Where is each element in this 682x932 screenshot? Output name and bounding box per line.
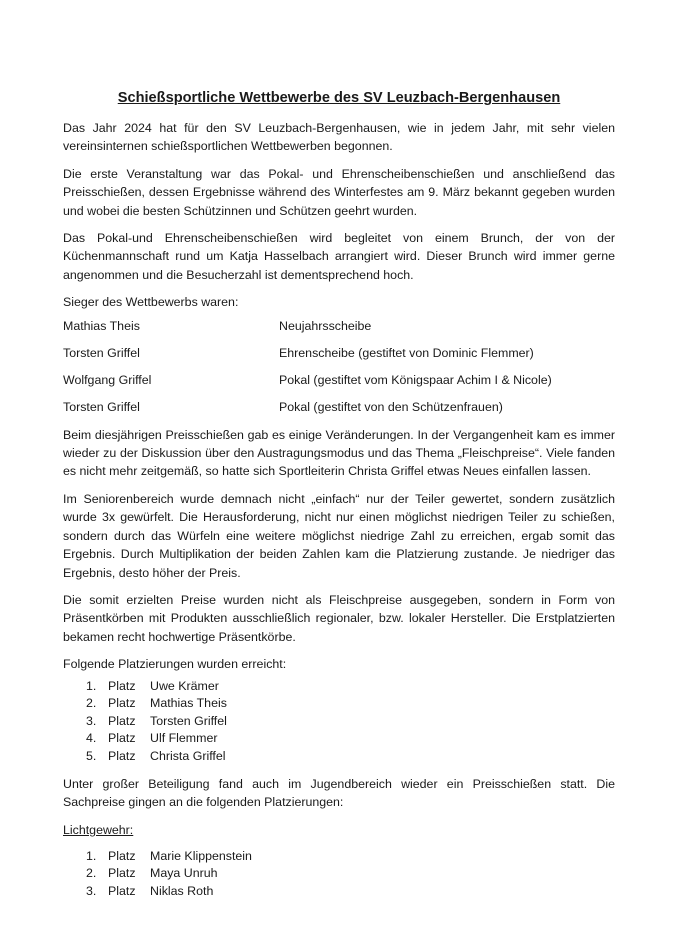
winner-row [63,398,615,420]
rank-number: 3. [86,883,97,898]
paragraph-intro: Das Jahr 2024 hat für den SV Leuzbach-Bergenhausen, wie in jedem Jahr, mit sehr vielen vereinsinternen schießsportlichen Wettbewerben begonnen. [63,121,615,154]
ranking-row [86,695,615,713]
rank-word: Platz [108,678,136,693]
youth-subheading: Lichtgewehr: [63,823,134,838]
paragraph-ranking-intro: Folgende Platzierungen wurden erreicht: [63,657,287,672]
ranking-row [86,678,615,696]
winner-name: Mathias Theis [63,318,140,333]
document-page [63,88,615,910]
rank-word: Platz [108,848,136,863]
paragraph-first-event: Die erste Veranstaltung war das Pokal- und Ehrenscheibenschießen und anschließend das Preisschießen, dessen Ergebnisse während des Winterfestes am 9. März bekannt gegeben wurden und wobei die besten Schützinnen und Schützen geehrt wurden. [63,166,615,218]
winner-prize: Neujahrsscheibe [279,318,372,333]
paragraph-prizes: Die somit erzielten Preise wurden nicht als Fleischpreise ausgegeben, sondern in Form von Präsentkörben mit Produkten ausschließlich regionaler, bzw. lokaler Hersteller. Die Erstplatzierten bekamen recht hochwertige Präsentkörbe. [63,592,615,644]
paragraph-senior-mode: Im Seniorenbereich wurde demnach nicht „einfach“ nur der Teiler gewertet, sondern zusätzlich wurde 3x gewürfelt. Die Herausforderung, nicht nur einen möglichst niedrigen Teiler zu schießen, sondern durch das Würfeln eine weitere möglichst niedrige Zahl zu erreichen, ergab somit das Ergebnis. Durch Multiplikation der beiden Zahlen kam die Platzierung zustande. Je niedriger das Ergebnis, desto höher der Preis. [63,491,615,580]
rank-number: 2. [86,696,97,711]
rank-word: Platz [108,748,136,763]
rank-number: 2. [86,866,97,881]
ranking-row [86,713,615,731]
winner-name: Wolfgang Griffel [63,372,152,387]
rank-number: 1. [86,678,97,693]
rank-word: Platz [108,696,136,711]
document-title: Schießsportliche Wettbewerbe des SV Leuzbach-Bergenhausen [117,90,561,106]
winner-prize: Pokal (gestiftet von den Schützenfrauen) [279,399,503,414]
winners-list [63,317,615,420]
rank-word: Platz [108,883,136,898]
rank-number: 5. [86,748,97,763]
rank-word: Platz [108,866,136,881]
rank-name: Niklas Roth [150,883,214,898]
paragraph-youth: Unter großer Beteiligung fand auch im Jugendbereich wieder ein Preisschießen statt. Die Sachpreise gingen an die folgenden Platzierungen: [63,776,615,809]
paragraph-winners-intro: Sieger des Wettbewerbs waren: [63,295,239,310]
youth-ranking-list [86,848,615,901]
winner-prize: Pokal (gestiftet vom Königspaar Achim I & Nicole) [279,372,552,387]
rank-word: Platz [108,731,136,746]
paragraph-changes: Beim diesjährigen Preisschießen gab es einige Veränderungen. In der Vergangenheit kam es immer wieder zu der Diskussion über den Austragungsmodus und das Thema „Fleischpreise“. Viele fanden es nicht mehr zeitgemäß, so hatte sich Sportleiterin Christa Griffel etwas Neues einfallen lassen. [63,427,615,479]
ranking-row [86,865,615,883]
ranking-row [86,748,615,766]
winner-name: Torsten Griffel [63,345,140,360]
winner-prize: Ehrenscheibe (gestiftet von Dominic Flemmer) [279,345,534,360]
winner-row [63,371,615,398]
winner-row [63,317,615,344]
rank-number: 4. [86,731,97,746]
ranking-row [86,730,615,748]
ranking-row [86,883,615,901]
rank-name: Christa Griffel [150,748,226,763]
winner-row [63,344,615,371]
paragraph-brunch: Das Pokal-und Ehrenscheibenschießen wird begleitet von einem Brunch, der von der Küchenmannschaft rund um Katja Hasselbach arrangiert wird. Dieser Brunch wird immer gerne angenommen und die Besucherzahl ist dementsprechend hoch. [63,231,615,282]
rank-name: Marie Klippenstein [150,848,252,863]
rank-name: Maya Unruh [150,866,218,881]
ranking-row [86,848,615,866]
rank-number: 1. [86,848,97,863]
rank-word: Platz [108,713,136,728]
rank-number: 3. [86,713,97,728]
rank-name: Ulf Flemmer [150,731,218,746]
senior-ranking-list [86,678,615,766]
rank-name: Torsten Griffel [150,713,227,728]
rank-name: Mathias Theis [150,696,227,711]
rank-name: Uwe Krämer [150,678,219,693]
winner-name: Torsten Griffel [63,399,140,414]
